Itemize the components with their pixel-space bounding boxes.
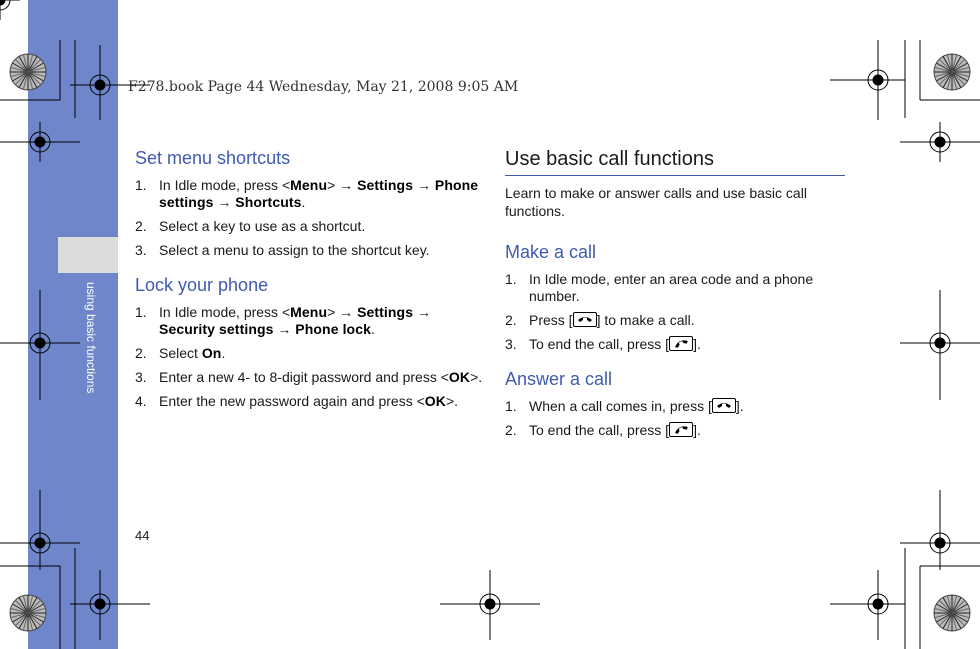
step-fragment: ]. xyxy=(693,422,701,438)
step-fragment: → xyxy=(213,194,236,210)
section-title: Make a call xyxy=(505,242,597,262)
step-fragment: Select xyxy=(159,345,202,361)
call-key-icon xyxy=(712,398,736,413)
step-number: 3. xyxy=(505,336,517,352)
step-fragment: Press [ xyxy=(529,312,573,328)
step-fragment: >. xyxy=(470,369,483,385)
step-fragment: → xyxy=(413,304,431,320)
step-text: Select a menu to assign to the shortcut key. xyxy=(159,242,430,258)
step-fragment: >. xyxy=(445,393,459,409)
step-fragment: > → xyxy=(327,304,358,320)
step-number: 1. xyxy=(135,304,147,320)
section-title: Set menu shortcuts xyxy=(135,148,291,168)
list-item xyxy=(135,177,485,211)
step-text xyxy=(159,369,482,385)
page-number: 44 xyxy=(135,528,150,543)
step-fragment: In Idle mode, press < xyxy=(159,304,291,320)
intro-text: Learn to make or answer calls and use basic call functions. xyxy=(505,185,807,219)
step-list xyxy=(135,177,485,259)
list-item xyxy=(505,336,845,353)
left-column xyxy=(135,148,485,426)
print-header: F278.book Page 44 Wednesday, May 21, 2008 9:05 AM xyxy=(128,79,519,95)
step-fragment: → xyxy=(413,177,435,193)
end-key-icon xyxy=(669,336,693,351)
chapter-heading: Use basic call functions xyxy=(505,148,845,176)
step-number: 2. xyxy=(505,422,517,438)
step-number: 2. xyxy=(135,345,147,361)
step-fragment: . xyxy=(370,321,375,337)
list-item xyxy=(135,369,485,386)
ui-term: OK xyxy=(424,393,446,409)
step-text: Select a key to use as a shortcut. xyxy=(159,218,366,234)
list-item xyxy=(135,304,485,338)
step-text xyxy=(159,304,431,337)
chapter-label: using basic functions xyxy=(84,282,98,394)
step-fragment: Enter the new password again and press < xyxy=(159,393,425,409)
step-text xyxy=(529,336,701,352)
step-fragment: When a call comes in, press [ xyxy=(529,398,712,414)
step-list xyxy=(505,271,845,353)
list-item xyxy=(505,312,845,329)
list-item xyxy=(505,271,845,305)
ui-term: On xyxy=(201,345,222,361)
end-key-icon xyxy=(669,422,693,437)
step-fragment: > → xyxy=(327,177,358,193)
right-column xyxy=(505,148,845,455)
step-fragment: To end the call, press [ xyxy=(529,422,670,438)
step-text xyxy=(529,422,701,438)
list-item xyxy=(135,393,485,410)
ui-term: Phone settings xyxy=(159,177,479,210)
ui-term: Menu xyxy=(290,177,328,193)
list-item xyxy=(505,398,845,415)
step-list xyxy=(505,398,845,439)
section-title: Answer a call xyxy=(505,369,613,389)
step-number: 2. xyxy=(505,312,517,328)
ui-term: Settings xyxy=(357,304,414,320)
step-number: 4. xyxy=(135,393,147,409)
ui-term: Settings xyxy=(357,177,414,193)
ui-term: Menu xyxy=(290,304,328,320)
list-item xyxy=(135,218,485,235)
step-text xyxy=(159,345,225,361)
step-text xyxy=(529,398,744,414)
list-item xyxy=(135,242,485,259)
step-text xyxy=(159,177,478,210)
step-fragment: To end the call, press [ xyxy=(529,336,670,352)
step-text xyxy=(529,312,695,328)
step-fragment: ]. xyxy=(735,398,744,414)
step-number: 1. xyxy=(505,271,517,287)
section-title: Lock your phone xyxy=(135,275,269,295)
step-fragment: ]. xyxy=(693,336,701,352)
step-fragment: In Idle mode, press < xyxy=(159,177,291,193)
step-fragment: → xyxy=(273,321,296,337)
step-number: 2. xyxy=(135,218,147,234)
step-text: In Idle mode, enter an area code and a phone number. xyxy=(529,271,814,304)
ui-term: OK xyxy=(448,369,471,385)
step-number: 3. xyxy=(135,242,147,258)
step-fragment: . xyxy=(221,345,226,361)
step-fragment: . xyxy=(301,194,306,210)
step-number: 1. xyxy=(505,398,517,414)
step-text xyxy=(159,393,458,409)
list-item xyxy=(135,345,485,362)
step-number: 1. xyxy=(135,177,147,193)
step-fragment: Enter a new 4- to 8-digit password and press < xyxy=(159,369,449,385)
step-fragment: ] to make a call. xyxy=(596,312,695,328)
list-item xyxy=(505,422,845,439)
ui-term: Security settings xyxy=(159,321,274,337)
ui-term: Shortcuts xyxy=(235,194,302,210)
step-list xyxy=(135,304,485,410)
step-number: 3. xyxy=(135,369,147,385)
call-key-icon xyxy=(573,312,597,327)
ui-term: Phone lock xyxy=(295,321,371,337)
